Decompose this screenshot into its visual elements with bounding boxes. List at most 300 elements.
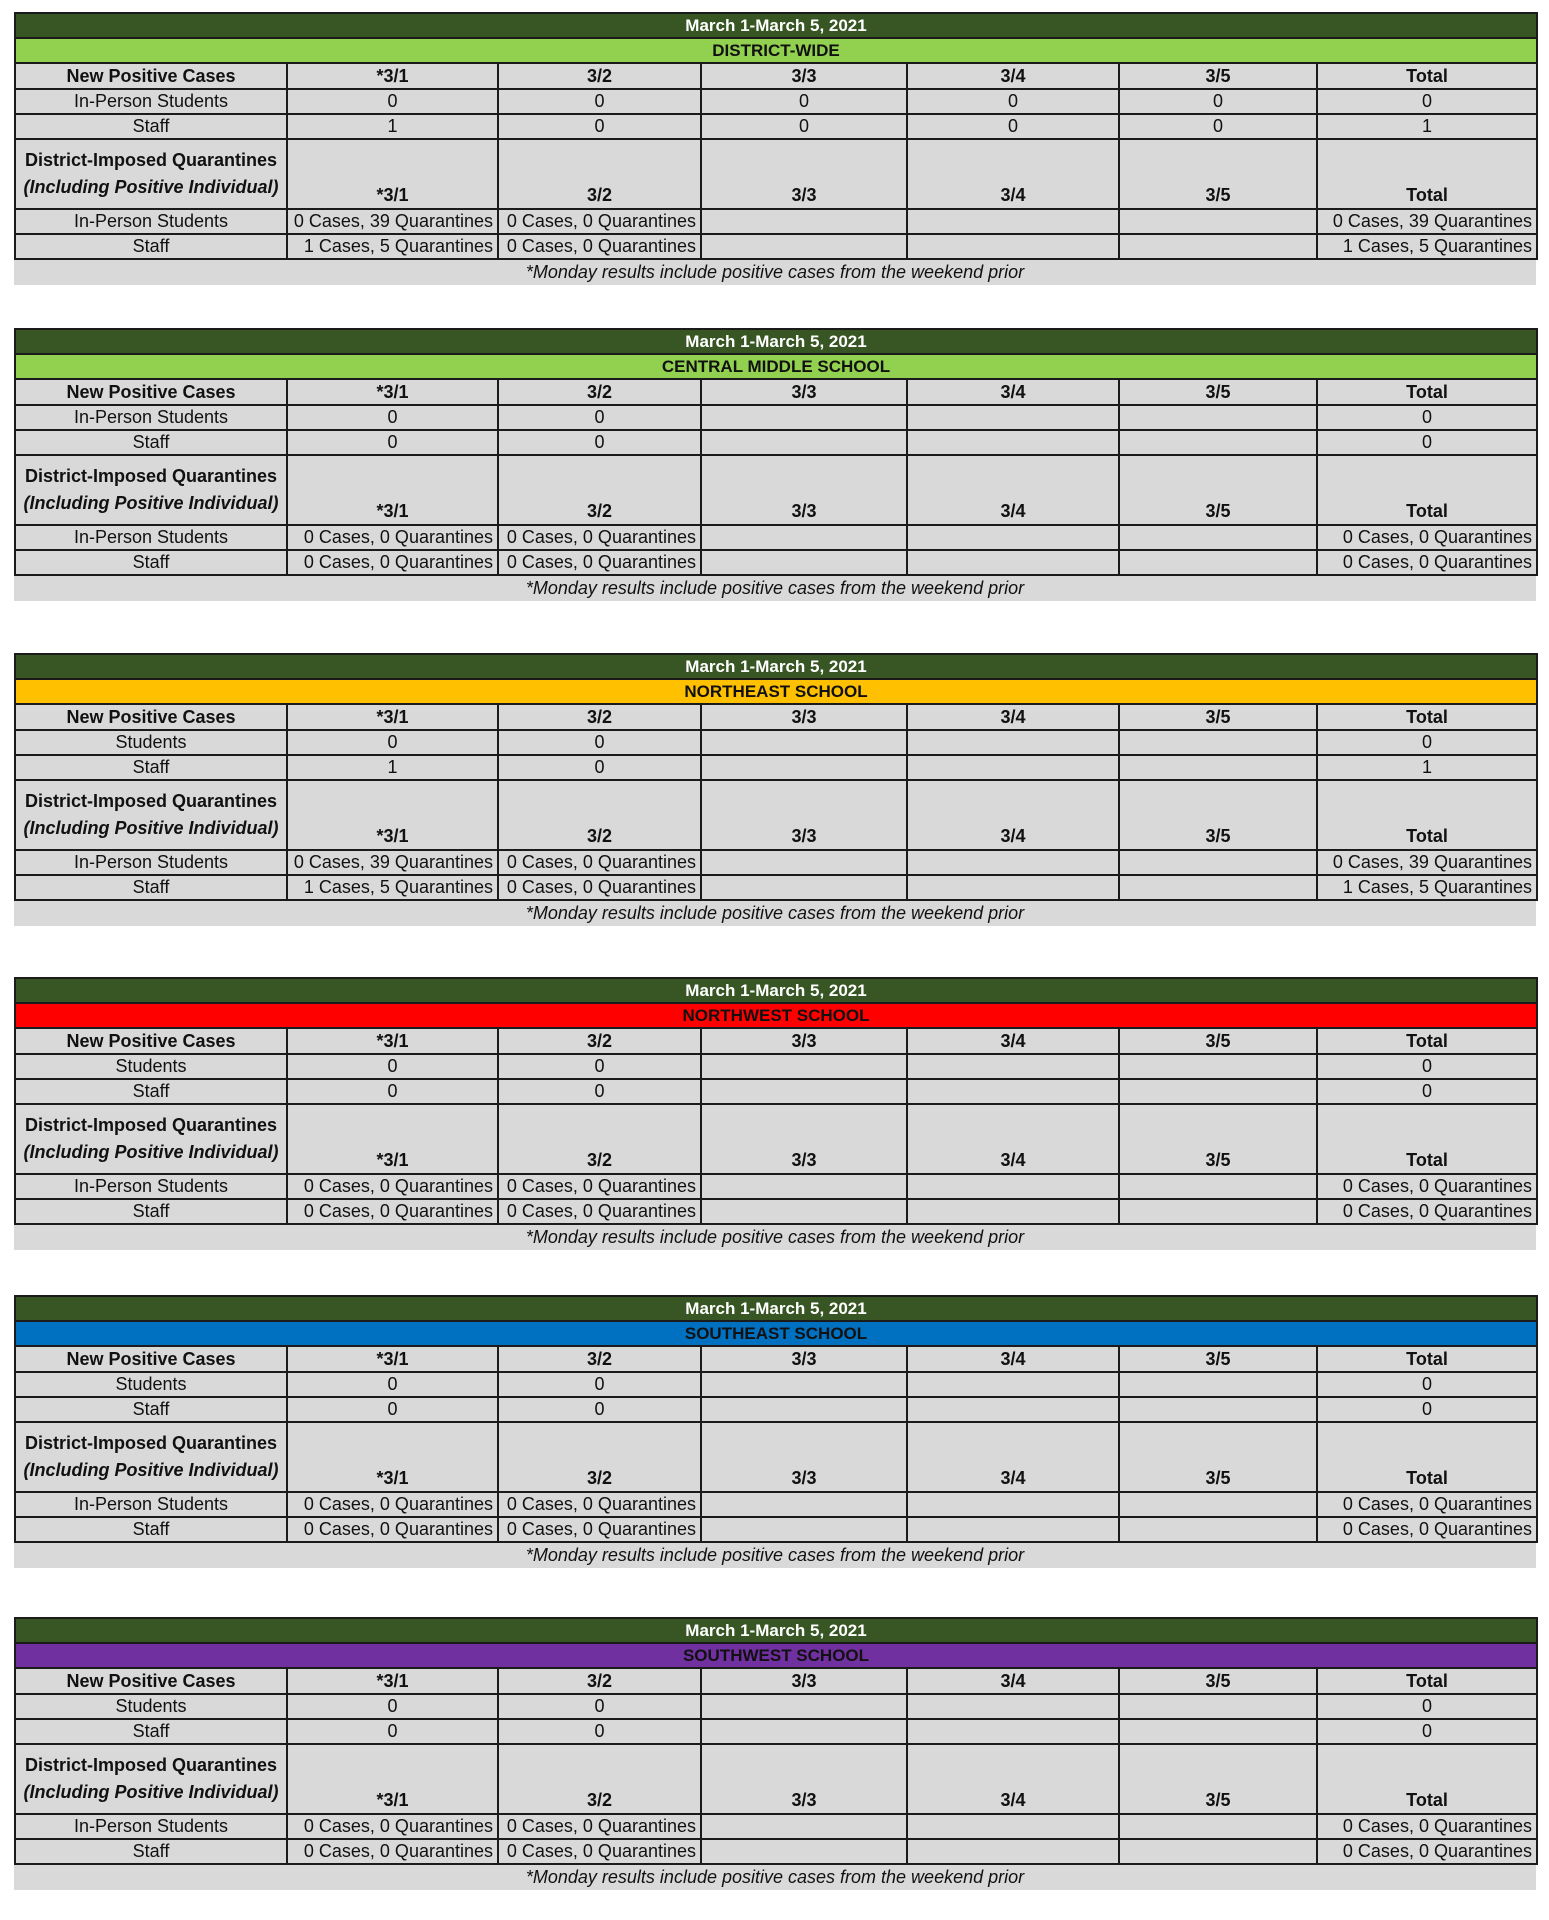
cell-value <box>1119 1719 1317 1744</box>
cell-value <box>701 1694 907 1719</box>
cell-value <box>1119 405 1317 430</box>
cell-value: 1 <box>1317 114 1537 139</box>
quarantine-label <box>15 1422 287 1492</box>
cell-value: 1 <box>1317 755 1537 780</box>
date-range-title: March 1-March 5, 2021 <box>15 978 1537 1003</box>
cell-value <box>701 1517 907 1542</box>
column-header: 3/5 <box>1119 1028 1317 1054</box>
cell-value: 0 <box>907 114 1119 139</box>
positive-cases-header <box>15 704 1537 730</box>
cell-value: 0 <box>1317 1397 1537 1422</box>
date-range-title: March 1-March 5, 2021 <box>15 329 1537 354</box>
cell-value <box>1119 1199 1317 1224</box>
cell-value: 0 Cases, 39 Quarantines <box>287 850 498 875</box>
column-header: Total <box>1317 1422 1537 1492</box>
column-header: Total <box>1317 1744 1537 1814</box>
cell-value: 0 Cases, 0 Quarantines <box>498 234 701 259</box>
table-row <box>15 430 1537 455</box>
quarantine-header <box>15 1104 1537 1174</box>
cell-value <box>1119 1694 1317 1719</box>
cell-value: 0 <box>287 1372 498 1397</box>
table-row <box>15 114 1537 139</box>
date-range-title: March 1-March 5, 2021 <box>15 13 1537 38</box>
column-header: 3/4 <box>907 1346 1119 1372</box>
cell-value: 0 <box>287 1054 498 1079</box>
cell-value <box>907 730 1119 755</box>
cell-value: 0 Cases, 0 Quarantines <box>1317 1517 1537 1542</box>
cell-value: 0 <box>1317 1079 1537 1104</box>
cell-value <box>1119 209 1317 234</box>
column-header: 3/3 <box>701 379 907 405</box>
cell-value <box>907 1079 1119 1104</box>
cell-value: 0 <box>287 1719 498 1744</box>
cell-value <box>701 1372 907 1397</box>
row-label: Staff <box>15 1839 287 1864</box>
column-header: 3/4 <box>907 704 1119 730</box>
cell-value <box>1119 875 1317 900</box>
cell-value <box>1119 1814 1317 1839</box>
footnote: *Monday results include positive cases from the weekend prior <box>14 901 1536 926</box>
cell-value: 0 <box>498 114 701 139</box>
cases-table <box>14 1617 1538 1865</box>
quarantine-label <box>15 780 287 850</box>
cell-value <box>1119 1839 1317 1864</box>
school-name-row <box>15 354 1537 379</box>
row-label: In-Person Students <box>15 850 287 875</box>
cell-value <box>701 234 907 259</box>
cell-value: 0 Cases, 0 Quarantines <box>287 1839 498 1864</box>
cell-value <box>701 1054 907 1079</box>
cell-value: 0 Cases, 0 Quarantines <box>1317 1492 1537 1517</box>
quarantine-label-line2: (Including Positive Individual) <box>23 493 279 513</box>
quarantine-label <box>15 1104 287 1174</box>
column-header: Total <box>1317 780 1537 850</box>
cell-value <box>907 1719 1119 1744</box>
cell-value: 0 Cases, 0 Quarantines <box>498 525 701 550</box>
column-header: 3/4 <box>907 1668 1119 1694</box>
column-header: 3/2 <box>498 704 701 730</box>
cell-value: 0 Cases, 39 Quarantines <box>287 209 498 234</box>
date-range-row <box>15 654 1537 679</box>
school-name-row <box>15 1321 1537 1346</box>
column-header: *3/1 <box>287 63 498 89</box>
positive-cases-label: New Positive Cases <box>15 63 287 89</box>
cell-value: 0 Cases, 0 Quarantines <box>287 1492 498 1517</box>
column-header: 3/2 <box>498 1668 701 1694</box>
quarantine-header <box>15 1744 1537 1814</box>
column-header: Total <box>1317 704 1537 730</box>
cell-value <box>701 1814 907 1839</box>
section-central-middle-school <box>14 328 1536 601</box>
column-header: 3/5 <box>1119 379 1317 405</box>
cell-value <box>907 850 1119 875</box>
section-northwest-school <box>14 977 1536 1250</box>
table-row <box>15 1719 1537 1744</box>
column-header: 3/2 <box>498 379 701 405</box>
positive-cases-label: New Positive Cases <box>15 1028 287 1054</box>
quarantine-label-line1: District-Imposed Quarantines <box>24 1755 278 1775</box>
cell-value <box>701 1492 907 1517</box>
cell-value: 0 Cases, 0 Quarantines <box>287 1174 498 1199</box>
column-header: Total <box>1317 139 1537 209</box>
quarantine-label <box>15 1744 287 1814</box>
positive-cases-header <box>15 379 1537 405</box>
school-name-row <box>15 679 1537 704</box>
row-label: Students <box>15 730 287 755</box>
cell-value <box>907 1694 1119 1719</box>
cell-value <box>907 550 1119 575</box>
quarantine-header <box>15 1422 1537 1492</box>
positive-cases-header <box>15 1668 1537 1694</box>
cell-value: 0 Cases, 0 Quarantines <box>287 550 498 575</box>
row-label: In-Person Students <box>15 89 287 114</box>
column-header: 3/5 <box>1119 1422 1317 1492</box>
cell-value <box>907 1814 1119 1839</box>
table-row <box>15 89 1537 114</box>
school-name: SOUTHEAST SCHOOL <box>15 1321 1537 1346</box>
column-header: 3/4 <box>907 379 1119 405</box>
column-header: *3/1 <box>287 1422 498 1492</box>
column-header: Total <box>1317 379 1537 405</box>
date-range-row <box>15 1296 1537 1321</box>
cell-value <box>907 1517 1119 1542</box>
school-name-row <box>15 38 1537 63</box>
column-header: 3/3 <box>701 139 907 209</box>
cell-value: 0 Cases, 0 Quarantines <box>498 875 701 900</box>
table-row <box>15 550 1537 575</box>
column-header: 3/3 <box>701 1422 907 1492</box>
positive-cases-label: New Positive Cases <box>15 1668 287 1694</box>
row-label: Students <box>15 1372 287 1397</box>
school-name: CENTRAL MIDDLE SCHOOL <box>15 354 1537 379</box>
column-header: 3/5 <box>1119 780 1317 850</box>
cell-value: 0 <box>1119 114 1317 139</box>
table-row <box>15 1054 1537 1079</box>
cases-table <box>14 328 1538 576</box>
table-row <box>15 1372 1537 1397</box>
cell-value <box>701 525 907 550</box>
section-northeast-school <box>14 653 1536 926</box>
cell-value <box>907 755 1119 780</box>
cell-value: 0 <box>287 1694 498 1719</box>
cell-value: 1 Cases, 5 Quarantines <box>287 234 498 259</box>
cell-value: 0 Cases, 0 Quarantines <box>287 1199 498 1224</box>
column-header: 3/4 <box>907 1744 1119 1814</box>
cell-value <box>907 1199 1119 1224</box>
cell-value: 0 Cases, 39 Quarantines <box>1317 209 1537 234</box>
footnote: *Monday results include positive cases from the weekend prior <box>14 576 1536 601</box>
cell-value: 0 Cases, 0 Quarantines <box>1317 1839 1537 1864</box>
quarantine-label-line1: District-Imposed Quarantines <box>24 150 278 170</box>
cell-value: 0 <box>287 89 498 114</box>
cell-value: 0 <box>1317 89 1537 114</box>
cell-value <box>1119 1372 1317 1397</box>
cell-value: 0 Cases, 0 Quarantines <box>1317 1174 1537 1199</box>
column-header: Total <box>1317 1346 1537 1372</box>
cell-value: 0 <box>1317 1054 1537 1079</box>
row-label: In-Person Students <box>15 525 287 550</box>
cell-value: 0 <box>1317 730 1537 755</box>
cell-value: 0 Cases, 39 Quarantines <box>1317 850 1537 875</box>
table-row <box>15 1492 1537 1517</box>
table-row <box>15 234 1537 259</box>
column-header: 3/2 <box>498 1744 701 1814</box>
date-range-title: March 1-March 5, 2021 <box>15 1618 1537 1643</box>
cell-value: 0 <box>498 755 701 780</box>
positive-cases-label: New Positive Cases <box>15 1346 287 1372</box>
table-row <box>15 525 1537 550</box>
cell-value: 0 Cases, 0 Quarantines <box>498 1839 701 1864</box>
cell-value: 0 Cases, 0 Quarantines <box>287 1517 498 1542</box>
cases-table <box>14 12 1538 260</box>
cell-value <box>1119 730 1317 755</box>
quarantine-label-line2: (Including Positive Individual) <box>23 1460 279 1480</box>
school-name-row <box>15 1003 1537 1028</box>
quarantine-header <box>15 139 1537 209</box>
column-header: *3/1 <box>287 455 498 525</box>
school-name: NORTHWEST SCHOOL <box>15 1003 1537 1028</box>
column-header: *3/1 <box>287 704 498 730</box>
column-header: 3/3 <box>701 1028 907 1054</box>
table-row <box>15 755 1537 780</box>
cell-value <box>1119 1517 1317 1542</box>
cell-value <box>1119 755 1317 780</box>
cell-value: 1 <box>287 755 498 780</box>
table-row <box>15 1814 1537 1839</box>
column-header: 3/2 <box>498 455 701 525</box>
cases-table <box>14 977 1538 1225</box>
date-range-row <box>15 1618 1537 1643</box>
row-label: Staff <box>15 1397 287 1422</box>
school-name-row <box>15 1643 1537 1668</box>
cell-value <box>907 1174 1119 1199</box>
column-header: *3/1 <box>287 139 498 209</box>
column-header: *3/1 <box>287 1104 498 1174</box>
cell-value: 0 <box>498 1719 701 1744</box>
cell-value: 0 Cases, 0 Quarantines <box>287 525 498 550</box>
table-row <box>15 209 1537 234</box>
cell-value <box>701 1174 907 1199</box>
cell-value: 0 Cases, 0 Quarantines <box>1317 525 1537 550</box>
cell-value <box>701 875 907 900</box>
column-header: *3/1 <box>287 780 498 850</box>
cell-value <box>701 755 907 780</box>
cell-value <box>907 430 1119 455</box>
date-range-title: March 1-March 5, 2021 <box>15 1296 1537 1321</box>
cell-value <box>701 1079 907 1104</box>
column-header: *3/1 <box>287 1028 498 1054</box>
table-row <box>15 850 1537 875</box>
column-header: 3/4 <box>907 455 1119 525</box>
footnote: *Monday results include positive cases from the weekend prior <box>14 1865 1536 1890</box>
section-southeast-school <box>14 1295 1536 1568</box>
cell-value: 0 <box>287 1079 498 1104</box>
cell-value: 0 Cases, 0 Quarantines <box>498 550 701 575</box>
cell-value: 0 <box>287 405 498 430</box>
column-header: 3/3 <box>701 1346 907 1372</box>
row-label: Staff <box>15 875 287 900</box>
quarantine-label-line2: (Including Positive Individual) <box>23 818 279 838</box>
row-label: Staff <box>15 755 287 780</box>
cell-value <box>1119 1174 1317 1199</box>
school-name: SOUTHWEST SCHOOL <box>15 1643 1537 1668</box>
quarantine-header <box>15 780 1537 850</box>
column-header: 3/5 <box>1119 1346 1317 1372</box>
quarantine-label-line2: (Including Positive Individual) <box>23 1782 279 1802</box>
positive-cases-header <box>15 63 1537 89</box>
footnote: *Monday results include positive cases from the weekend prior <box>14 1543 1536 1568</box>
column-header: 3/2 <box>498 780 701 850</box>
row-label: Staff <box>15 234 287 259</box>
quarantine-label-line1: District-Imposed Quarantines <box>24 791 278 811</box>
cell-value: 0 <box>498 730 701 755</box>
cell-value <box>1119 1492 1317 1517</box>
cell-value <box>701 730 907 755</box>
footnote: *Monday results include positive cases from the weekend prior <box>14 1225 1536 1250</box>
cell-value <box>1119 1054 1317 1079</box>
cell-value: 0 <box>498 1397 701 1422</box>
cases-table <box>14 653 1538 901</box>
column-header: 3/3 <box>701 1104 907 1174</box>
row-label: Staff <box>15 1079 287 1104</box>
cell-value <box>907 1372 1119 1397</box>
row-label: In-Person Students <box>15 405 287 430</box>
column-header: Total <box>1317 1668 1537 1694</box>
column-header: 3/2 <box>498 139 701 209</box>
date-range-row <box>15 978 1537 1003</box>
column-header: 3/3 <box>701 455 907 525</box>
row-label: In-Person Students <box>15 209 287 234</box>
row-label: Students <box>15 1054 287 1079</box>
column-header: Total <box>1317 1028 1537 1054</box>
cases-table <box>14 1295 1538 1543</box>
cell-value <box>1119 550 1317 575</box>
cell-value <box>907 1492 1119 1517</box>
column-header: 3/2 <box>498 1346 701 1372</box>
cell-value: 0 <box>498 89 701 114</box>
cell-value: 1 Cases, 5 Quarantines <box>1317 234 1537 259</box>
cell-value <box>907 1397 1119 1422</box>
table-row <box>15 875 1537 900</box>
column-header: 3/4 <box>907 1422 1119 1492</box>
school-name: DISTRICT-WIDE <box>15 38 1537 63</box>
column-header: *3/1 <box>287 1346 498 1372</box>
cell-value: 0 <box>1317 1719 1537 1744</box>
cell-value: 0 Cases, 0 Quarantines <box>498 1174 701 1199</box>
cell-value <box>701 1839 907 1864</box>
cell-value <box>907 875 1119 900</box>
column-header: *3/1 <box>287 1668 498 1694</box>
column-header: 3/3 <box>701 1668 907 1694</box>
table-row <box>15 1199 1537 1224</box>
cell-value: 0 <box>498 1694 701 1719</box>
column-header: 3/4 <box>907 63 1119 89</box>
cell-value: 0 <box>701 114 907 139</box>
cell-value <box>907 209 1119 234</box>
column-header: Total <box>1317 1104 1537 1174</box>
quarantine-label-line2: (Including Positive Individual) <box>23 177 279 197</box>
cell-value <box>1119 1079 1317 1104</box>
column-header: *3/1 <box>287 1744 498 1814</box>
quarantine-label-line1: District-Imposed Quarantines <box>24 1433 278 1453</box>
cell-value: 0 <box>498 1079 701 1104</box>
table-row <box>15 1079 1537 1104</box>
column-header: 3/3 <box>701 780 907 850</box>
cell-value <box>701 550 907 575</box>
cell-value <box>907 234 1119 259</box>
cell-value: 0 <box>287 730 498 755</box>
row-label: In-Person Students <box>15 1174 287 1199</box>
column-header: 3/5 <box>1119 1744 1317 1814</box>
column-header: 3/3 <box>701 63 907 89</box>
school-name: NORTHEAST SCHOOL <box>15 679 1537 704</box>
positive-cases-label: New Positive Cases <box>15 704 287 730</box>
column-header: 3/4 <box>907 1028 1119 1054</box>
cell-value: 0 <box>701 89 907 114</box>
cell-value: 0 Cases, 0 Quarantines <box>498 850 701 875</box>
cell-value: 0 Cases, 0 Quarantines <box>498 1199 701 1224</box>
row-label: Staff <box>15 1517 287 1542</box>
table-row <box>15 1397 1537 1422</box>
column-header: 3/2 <box>498 63 701 89</box>
cell-value: 1 <box>287 114 498 139</box>
cell-value: 1 Cases, 5 Quarantines <box>287 875 498 900</box>
cell-value: 0 <box>498 430 701 455</box>
positive-cases-header <box>15 1346 1537 1372</box>
cell-value: 0 <box>498 1054 701 1079</box>
row-label: Students <box>15 1694 287 1719</box>
column-header: 3/5 <box>1119 1668 1317 1694</box>
cell-value: 0 <box>907 89 1119 114</box>
row-label: Staff <box>15 430 287 455</box>
cell-value: 0 <box>287 1397 498 1422</box>
column-header: Total <box>1317 455 1537 525</box>
cell-value <box>907 1054 1119 1079</box>
table-row <box>15 405 1537 430</box>
positive-cases-label: New Positive Cases <box>15 379 287 405</box>
cell-value: 0 Cases, 0 Quarantines <box>498 1492 701 1517</box>
cell-value: 0 Cases, 0 Quarantines <box>1317 550 1537 575</box>
cell-value: 0 <box>498 1372 701 1397</box>
cell-value: 0 <box>1317 1372 1537 1397</box>
cell-value <box>1119 850 1317 875</box>
table-row <box>15 1839 1537 1864</box>
quarantine-header <box>15 455 1537 525</box>
cell-value: 0 <box>1317 1694 1537 1719</box>
quarantine-label-line1: District-Imposed Quarantines <box>24 466 278 486</box>
cell-value <box>1119 234 1317 259</box>
row-label: Staff <box>15 550 287 575</box>
cell-value: 0 <box>1119 89 1317 114</box>
cell-value: 0 Cases, 0 Quarantines <box>498 209 701 234</box>
column-header: 3/5 <box>1119 455 1317 525</box>
footnote: *Monday results include positive cases from the weekend prior <box>14 260 1536 285</box>
cell-value: 0 Cases, 0 Quarantines <box>498 1814 701 1839</box>
cell-value: 0 Cases, 0 Quarantines <box>1317 1199 1537 1224</box>
quarantine-label <box>15 455 287 525</box>
column-header: 3/3 <box>701 704 907 730</box>
cell-value: 0 Cases, 0 Quarantines <box>498 1517 701 1542</box>
column-header: 3/5 <box>1119 704 1317 730</box>
table-row <box>15 1174 1537 1199</box>
cell-value: 0 <box>498 405 701 430</box>
cell-value <box>907 525 1119 550</box>
cell-value <box>701 850 907 875</box>
section-southwest-school <box>14 1617 1536 1890</box>
column-header: 3/2 <box>498 1028 701 1054</box>
date-range-title: March 1-March 5, 2021 <box>15 654 1537 679</box>
row-label: In-Person Students <box>15 1814 287 1839</box>
